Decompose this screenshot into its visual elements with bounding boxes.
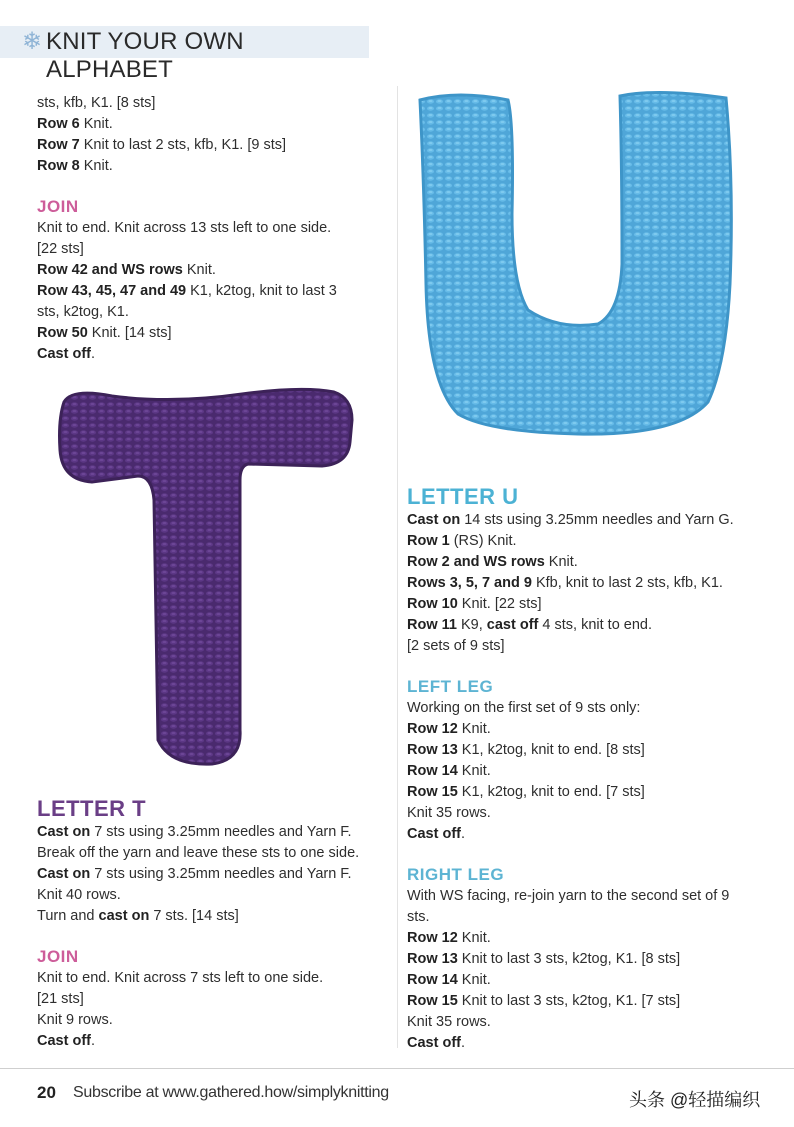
pattern-line: Knit to end. Knit across 7 sts left to one side. bbox=[37, 970, 324, 986]
pattern-line: Break off the yarn and leave these sts to one side. bbox=[37, 845, 360, 861]
pattern-line: Knit 9 rows. bbox=[37, 1012, 113, 1028]
pattern-line: [21 sts] bbox=[37, 991, 84, 1007]
pattern-line: Row 14 Knit. bbox=[407, 763, 491, 779]
pattern-line: Row 14 Knit. bbox=[407, 972, 491, 988]
pattern-line: sts. bbox=[407, 909, 430, 925]
watermark: 头条 @轻描编织 bbox=[629, 1090, 761, 1110]
pattern-line: Turn and cast on 7 sts. [14 sts] bbox=[37, 908, 239, 924]
pattern-line: Row 2 and WS rows Knit. bbox=[407, 554, 578, 570]
pattern-line: With WS facing, re-join yarn to the second set of 9 bbox=[407, 888, 730, 904]
letter-u-heading: LETTER U bbox=[407, 484, 519, 509]
pattern-line: Row 1 (RS) Knit. bbox=[407, 533, 517, 549]
knitted-letter-t-image bbox=[52, 380, 358, 770]
subscribe-link[interactable]: Subscribe at www.gathered.how/simplyknitting bbox=[73, 1084, 389, 1101]
section-heading-join: JOIN bbox=[37, 197, 79, 216]
letter-s-continued bbox=[37, 93, 387, 365]
pattern-line: [22 sts] bbox=[37, 241, 84, 257]
pattern-line: Knit 35 rows. bbox=[407, 1014, 491, 1030]
letter-u-pattern bbox=[407, 484, 782, 1054]
column-divider bbox=[397, 86, 398, 1048]
pattern-line: Row 43, 45, 47 and 49 K1, k2tog, knit to last 3 bbox=[37, 283, 337, 299]
pattern-line: Row 11 K9, cast off 4 sts, knit to end. bbox=[407, 617, 653, 633]
pattern-line: Row 12 Knit. bbox=[407, 930, 491, 946]
page-header bbox=[0, 26, 369, 83]
pattern-line: Knit 35 rows. bbox=[407, 805, 491, 821]
section-heading-join: JOIN bbox=[37, 947, 79, 966]
pattern-line: Row 8 Knit. bbox=[37, 158, 113, 174]
section-heading-right-leg: RIGHT LEG bbox=[407, 865, 505, 884]
pattern-line: Cast off. bbox=[407, 826, 466, 842]
pattern-line: Row 13 Knit to last 3 sts, k2tog, K1. [8 sts] bbox=[407, 951, 681, 967]
pattern-line: Row 15 K1, k2tog, knit to end. [7 sts] bbox=[407, 784, 645, 800]
knitted-letter-u-image bbox=[408, 84, 744, 440]
page-number: 20 bbox=[37, 1083, 56, 1102]
section-heading-left-leg: LEFT LEG bbox=[407, 677, 494, 696]
pattern-line: Row 42 and WS rows Knit. bbox=[37, 262, 216, 278]
pattern-line: Row 50 Knit. [14 sts] bbox=[37, 325, 172, 341]
pattern-line: Row 15 Knit to last 3 sts, k2tog, K1. [7 sts] bbox=[407, 993, 681, 1009]
letter-t-pattern bbox=[37, 796, 392, 1052]
pattern-line: Row 10 Knit. [22 sts] bbox=[407, 596, 542, 612]
pattern-line: Knit to end. Knit across 13 sts left to one side. bbox=[37, 220, 332, 236]
footer-rule bbox=[0, 1068, 794, 1069]
pattern-line: Cast on 14 sts using 3.25mm needles and Yarn G. bbox=[407, 512, 734, 528]
pattern-line: Rows 3, 5, 7 and 9 Kfb, knit to last 2 sts, kfb, K1. bbox=[407, 575, 723, 591]
pattern-line: sts, kfb, K1. [8 sts] bbox=[37, 95, 156, 111]
pattern-line: Row 6 Knit. bbox=[37, 116, 113, 132]
page-title: KNIT YOUR OWN ALPHABET bbox=[46, 28, 244, 83]
pattern-line: Working on the first set of 9 sts only: bbox=[407, 700, 641, 716]
pattern-line: Row 7 Knit to last 2 sts, kfb, K1. [9 sts] bbox=[37, 137, 287, 153]
pattern-line: Cast on 7 sts using 3.25mm needles and Yarn F. bbox=[37, 824, 352, 840]
pattern-line: Cast off. bbox=[407, 1035, 466, 1051]
pattern-line: Cast off. bbox=[37, 1033, 96, 1049]
letter-t-heading: LETTER T bbox=[37, 796, 147, 821]
pattern-line: [2 sets of 9 sts] bbox=[407, 638, 505, 654]
pattern-line: Cast on 7 sts using 3.25mm needles and Yarn F. bbox=[37, 866, 352, 882]
pattern-line: sts, k2tog, K1. bbox=[37, 304, 129, 320]
pattern-line: Knit 40 rows. bbox=[37, 887, 121, 903]
pattern-line: Row 13 K1, k2tog, knit to end. [8 sts] bbox=[407, 742, 645, 758]
pattern-line: Cast off. bbox=[37, 346, 96, 362]
snowflake-icon: ❄ bbox=[22, 28, 43, 55]
pattern-line: Row 12 Knit. bbox=[407, 721, 491, 737]
